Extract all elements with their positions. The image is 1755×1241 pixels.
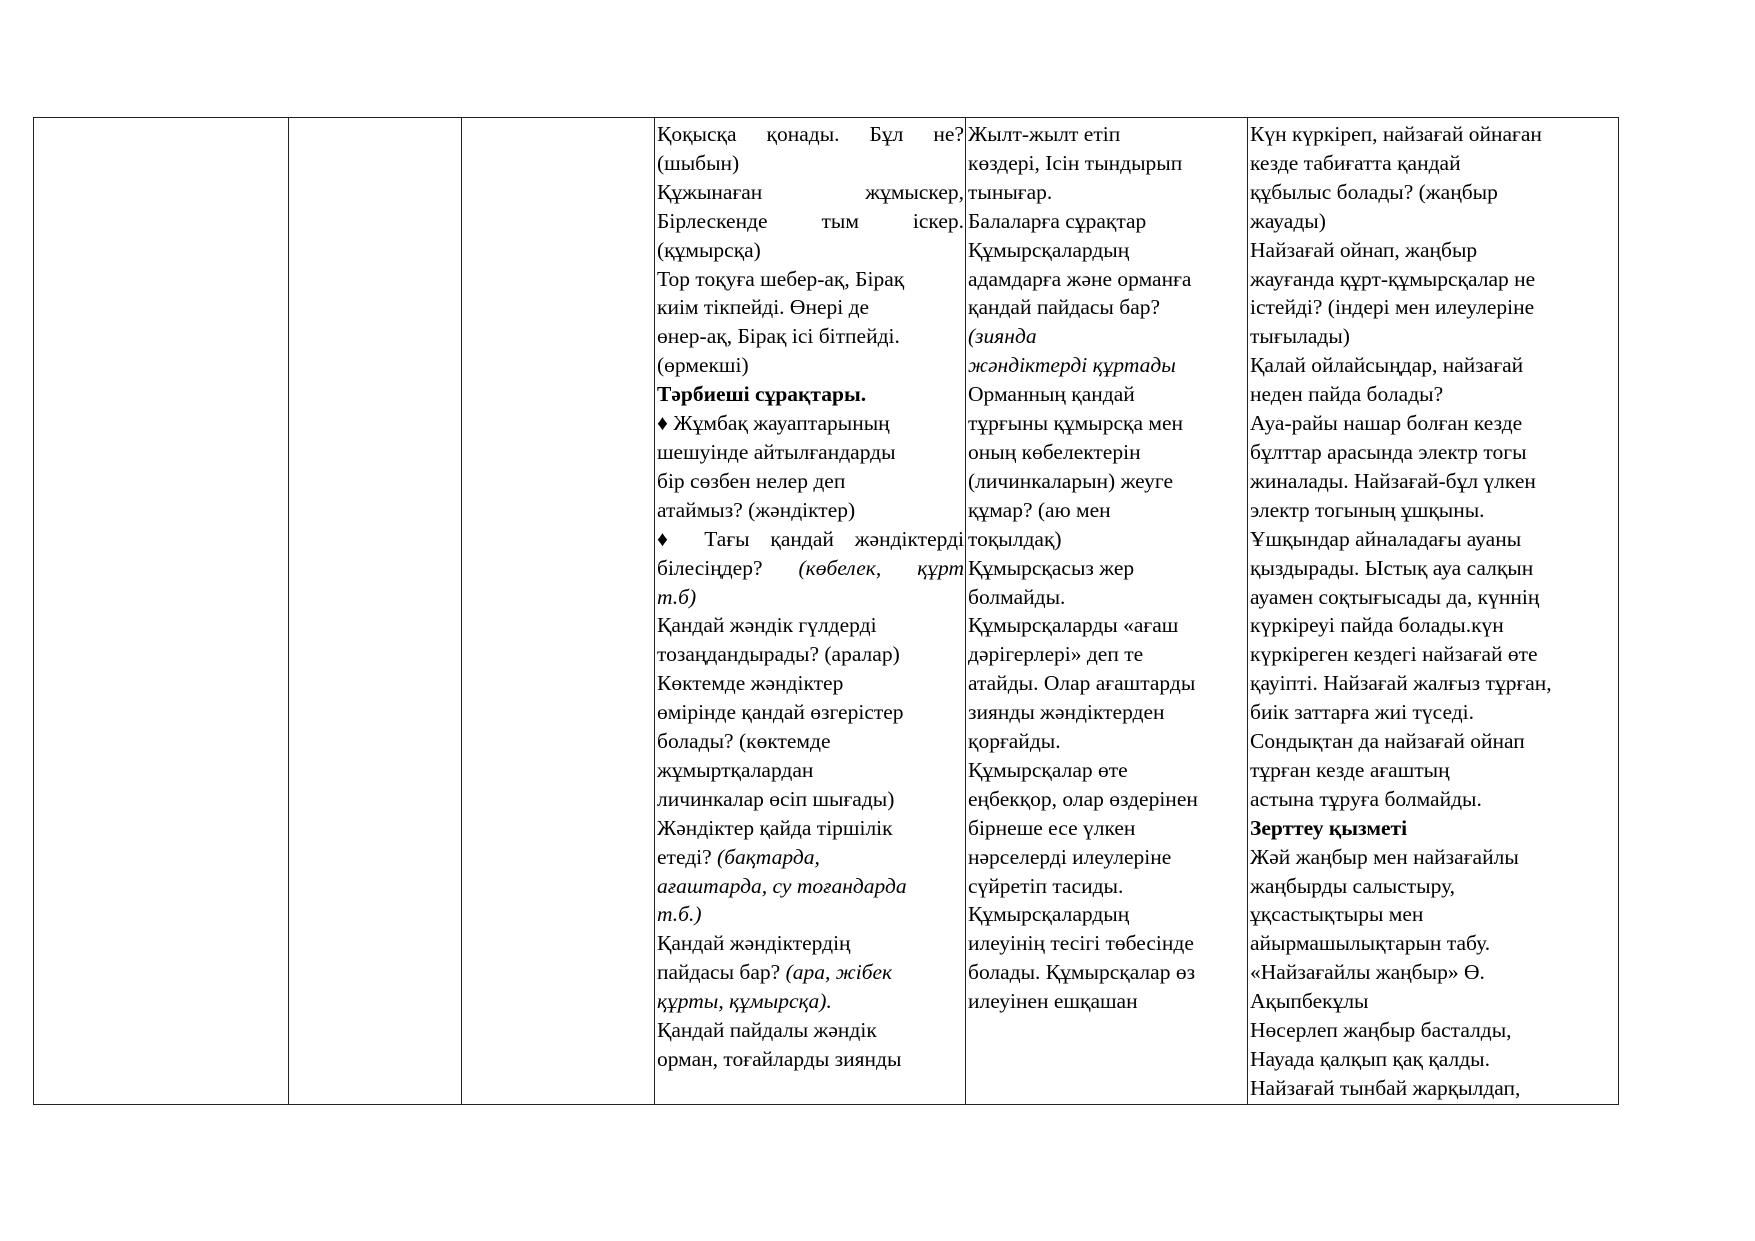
text-line-content: Құмырсқаларды «ағаш <box>968 613 1179 638</box>
text-line-content: пайдасы бар? <box>657 960 781 985</box>
text-line-content: ♦ Жұмбақ жауаптарының <box>657 411 890 436</box>
text-line-content: киім тікпейді. Өнері де <box>657 295 870 320</box>
text-line-content: болады. Құмырсқалар өз <box>968 960 1196 985</box>
text-line <box>1250 554 1617 583</box>
text-line-content: т.б) <box>657 584 697 609</box>
text-line-content: бірнеше есе үлкен <box>968 815 1136 840</box>
text-line-content: астына тұруға болмайды. <box>1250 786 1482 811</box>
text-line-content: Найзағай тынбай жарқылдап, <box>1250 1075 1521 1100</box>
text-line-content: Қандай жәндіктердің <box>657 931 851 956</box>
lesson-plan-table <box>33 117 1619 1105</box>
text-line <box>968 929 1246 958</box>
text-line-content: болмайды. <box>968 584 1066 609</box>
text-line <box>657 611 964 640</box>
text-line <box>657 900 964 929</box>
text-line <box>1250 1016 1617 1045</box>
text-line <box>968 554 1246 583</box>
text-line-content: тозаңдандырады? (аралар) <box>657 642 900 667</box>
text-line <box>657 785 964 814</box>
text-line-content: тығылады) <box>1250 324 1350 349</box>
text-line-content: қауіпті. Найзағай жалғыз тұрған, <box>1250 671 1552 696</box>
text-line-content: құмар? (аю мен <box>968 497 1111 522</box>
text-line-content: Құмырсқасыз жер <box>968 555 1135 580</box>
text-line <box>1250 640 1617 669</box>
thunderstorm-cell <box>1248 118 1619 1105</box>
text-line <box>657 756 964 785</box>
text-line-content: жиналады. Найзағай-бұл үлкен <box>1250 468 1536 493</box>
ants-discussion-text <box>966 118 1247 1102</box>
text-line-content: Ұшқындар айналадағы ауаны <box>1250 526 1522 551</box>
text-line-content: Құмырсқалардың <box>968 237 1130 262</box>
text-line-content: атайды. Олар ағаштарды <box>968 671 1196 696</box>
text-line-content: Ақыпбекұлы <box>1250 989 1369 1014</box>
text-line-content: күркіреуі пайда болады.күн <box>1250 613 1504 638</box>
text-line <box>968 409 1246 438</box>
text-line <box>1250 120 1617 149</box>
text-line <box>968 669 1246 698</box>
text-line-content: зиянды жәндіктерден <box>968 700 1165 725</box>
text-line-content: тоқылдақ) <box>968 526 1062 551</box>
text-line <box>968 583 1246 612</box>
text-line <box>968 265 1246 294</box>
text-line-content: Құжынаған жұмыскер, <box>657 179 964 204</box>
text-line-content: өнер-ақ, Бірақ ісі бітпейді. <box>657 324 900 349</box>
text-line <box>657 727 964 756</box>
text-line-content: Науада қалқып қақ қалды. <box>1250 1047 1490 1071</box>
text-line-content: тұрған кезде ағаштың <box>1250 757 1450 782</box>
text-line-content: жәндіктерді құртады <box>968 353 1176 378</box>
text-line-content: (құмырсқа) <box>657 237 761 262</box>
text-line <box>1250 843 1617 872</box>
text-line-content: қыздырады. Ыстық ауа салқын <box>1250 555 1534 580</box>
text-line <box>1250 409 1617 438</box>
text-line <box>968 322 1246 351</box>
text-line-content: т.б.) <box>657 902 702 927</box>
table-row <box>34 118 1619 1105</box>
text-line <box>968 727 1246 756</box>
text-line-content: өмірінде қандай өзгерістер <box>657 700 904 725</box>
thunderstorm-text <box>1248 118 1618 1102</box>
text-line-content: Құмырсқалардың <box>968 902 1130 927</box>
riddles-questions-text <box>655 118 965 1102</box>
text-line-content: тынығар. <box>968 179 1053 204</box>
text-line <box>1250 669 1617 698</box>
text-line-content: биік заттарға жиі түседі. <box>1250 700 1475 725</box>
text-line-content: орман, тоғайларды зиянды <box>657 1047 902 1071</box>
text-line-content: личинкалар өсіп шығады) <box>657 786 895 811</box>
text-line-content: Орманның қандай <box>968 382 1135 407</box>
text-line <box>657 987 964 1016</box>
empty-cell-2 <box>289 118 462 1105</box>
text-line <box>968 438 1246 467</box>
text-line <box>657 380 964 409</box>
text-line <box>1250 987 1617 1016</box>
text-line-content: Нөсерлеп жаңбыр басталды, <box>1250 1018 1512 1043</box>
text-line-content: Бірлескенде тым іскер. <box>657 208 964 233</box>
text-line <box>1250 525 1617 554</box>
text-line <box>1250 900 1617 929</box>
text-line <box>968 525 1246 554</box>
empty-cell-1 <box>34 118 289 1105</box>
text-line-content: шешуінде айтылғандарды <box>657 439 896 464</box>
text-line <box>657 583 964 612</box>
text-line-content: Жылт-жылт етіп <box>968 122 1121 146</box>
text-line-content: нәрселерді илеулеріне <box>968 844 1172 869</box>
text-line <box>968 958 1246 987</box>
text-line-content: Қандай пайдалы жәндік <box>657 1018 877 1043</box>
text-line-content: айырмашылықтарын табу. <box>1250 931 1491 956</box>
text-line <box>1250 236 1617 265</box>
text-line-content: Құмырсқалар өте <box>968 757 1128 782</box>
text-line-content: Тор тоқуға шебер-ақ, Бірақ <box>657 266 905 291</box>
text-line <box>968 293 1246 322</box>
text-line <box>1250 438 1617 467</box>
text-line-italic-part: (ара, жібек <box>780 960 893 985</box>
text-line <box>657 438 964 467</box>
text-line <box>1250 814 1617 843</box>
text-line-content: тұрғыны құмырсқа мен <box>968 411 1184 436</box>
text-line <box>968 120 1246 149</box>
text-line-content: қандай пайдасы бар? <box>968 295 1161 320</box>
text-line <box>657 1045 964 1074</box>
text-line <box>968 380 1246 409</box>
text-line-content: қорғайды. <box>968 729 1061 754</box>
text-line-content: (зиянда <box>968 324 1037 349</box>
text-line <box>1250 611 1617 640</box>
text-line <box>657 149 964 178</box>
text-line-content: (шыбын) <box>657 150 740 175</box>
text-line-content: электр тогының ұшқыны. <box>1250 497 1485 522</box>
text-line-content: неден пайда болады? <box>1250 382 1444 407</box>
text-line <box>657 1016 964 1045</box>
text-line <box>968 467 1246 496</box>
text-line-content: Күн күркіреп, найзағай ойнаған <box>1250 122 1542 146</box>
text-line <box>968 496 1246 525</box>
text-line <box>1250 265 1617 294</box>
text-line <box>657 467 964 496</box>
text-line-content: Көктемде жәндіктер <box>657 671 844 696</box>
text-line <box>657 293 964 322</box>
ants-discussion-cell <box>966 118 1248 1105</box>
text-line <box>657 525 964 554</box>
text-line <box>657 322 964 351</box>
text-line-content: күркіреген кездегі найзағай өте <box>1250 642 1538 667</box>
text-line <box>968 611 1246 640</box>
text-line-content: көздері, Ісін тындырып <box>968 150 1183 175</box>
text-line-content: жұмыртқалардан <box>657 757 814 782</box>
text-line <box>657 669 964 698</box>
text-line <box>657 554 964 583</box>
text-line-content: еңбекқор, олар өздерінен <box>968 786 1198 811</box>
text-line <box>657 496 964 525</box>
text-line-content: жауады) <box>1250 208 1326 233</box>
text-line <box>1250 785 1617 814</box>
text-line <box>968 207 1246 236</box>
text-line <box>968 640 1246 669</box>
text-line-content: адамдарға және орманға <box>968 266 1192 291</box>
text-line-italic-part: (бақтарда, <box>711 844 820 869</box>
text-line-content: Зерттеу қызметі <box>1250 815 1408 840</box>
text-line <box>657 640 964 669</box>
text-line <box>968 872 1246 901</box>
text-line-content: ♦ Тағы қандай жәндіктерді <box>657 526 964 551</box>
text-line <box>1250 583 1617 612</box>
text-line-content: атаймыз? (жәндіктер) <box>657 497 856 522</box>
text-line <box>1250 351 1617 380</box>
text-line <box>968 236 1246 265</box>
text-line <box>657 872 964 901</box>
text-line <box>1250 727 1617 756</box>
text-line <box>657 698 964 727</box>
text-line-content: етеді? <box>657 844 712 869</box>
text-line <box>968 900 1246 929</box>
text-line <box>968 814 1246 843</box>
text-line <box>657 236 964 265</box>
text-line-content: Жәй жаңбыр мен найзағайлы <box>1250 844 1519 869</box>
text-line <box>968 178 1246 207</box>
text-line <box>968 785 1246 814</box>
text-line <box>657 207 964 236</box>
text-line <box>657 265 964 294</box>
text-line-content: жауғанда құрт-құмырсқалар не <box>1250 266 1536 291</box>
text-line <box>968 698 1246 727</box>
text-line <box>1250 380 1617 409</box>
text-line-content: (личинкаларын) жеуге <box>968 468 1173 493</box>
riddles-questions-cell <box>655 118 966 1105</box>
text-line-content: ағаштарда, су тоғандарда <box>657 873 907 898</box>
text-line-content: Қандай жәндік гүлдерді <box>657 613 877 638</box>
text-line <box>657 814 964 843</box>
text-line <box>657 843 964 872</box>
text-line <box>1250 872 1617 901</box>
text-line <box>968 149 1246 178</box>
text-line-content: Сондықтан да найзағай ойнап <box>1250 729 1525 754</box>
text-line-content: ауамен соқтығысады да, күннің <box>1250 584 1540 609</box>
text-line <box>1250 322 1617 351</box>
text-line-content: «Найзағайлы жаңбыр» Ө. <box>1250 960 1485 985</box>
text-line-content: Ауа-райы нашар болған кезде <box>1250 411 1523 436</box>
text-line <box>657 409 964 438</box>
text-line-content: Найзағай ойнап, жаңбыр <box>1250 237 1478 262</box>
text-line-content: істейді? (індері мен илеулеріне <box>1250 295 1535 320</box>
text-line-content: құрты, құмырсқа). <box>657 989 832 1014</box>
text-line <box>968 843 1246 872</box>
text-line <box>968 987 1246 1016</box>
text-line-content: Жәндіктер қайда тіршілік <box>657 815 893 840</box>
text-line <box>968 351 1246 380</box>
text-line-content: білесіңдер? <box>657 555 763 580</box>
text-line <box>1250 178 1617 207</box>
text-line <box>657 120 964 149</box>
text-line <box>657 958 964 987</box>
text-line <box>1250 929 1617 958</box>
text-line-italic-part: (көбелек, құрт <box>762 555 964 580</box>
text-line-content: илеуінің тесігі төбесінде <box>968 931 1194 956</box>
empty-cell-3 <box>462 118 655 1105</box>
text-line-content: сүйретіп тасиды. <box>968 873 1124 898</box>
text-line <box>1250 293 1617 322</box>
text-line <box>968 756 1246 785</box>
text-line-content: болады? (көктемде <box>657 729 831 754</box>
text-line-content: (өрмекші) <box>657 353 749 378</box>
text-line <box>657 929 964 958</box>
text-line-content: құбылыс болады? (жаңбыр <box>1250 179 1498 204</box>
text-line <box>1250 496 1617 525</box>
text-line <box>1250 207 1617 236</box>
text-line <box>1250 698 1617 727</box>
text-line <box>1250 467 1617 496</box>
text-line-content: кезде табиғатта қандай <box>1250 150 1461 175</box>
text-line-content: Балаларға сұрақтар <box>968 208 1147 233</box>
text-line-content: дәрігерлері» деп те <box>968 642 1144 667</box>
text-line-content: Тәрбиеші сұрақтары. <box>657 382 867 407</box>
text-line-content: бұлттар арасында электр тогы <box>1250 439 1527 464</box>
text-line-content: бір сөзбен нелер деп <box>657 468 846 493</box>
text-line-content: оның көбелектерін <box>968 439 1141 464</box>
text-line <box>1250 149 1617 178</box>
text-line <box>1250 756 1617 785</box>
text-line <box>657 351 964 380</box>
text-line-content: илеуінен ешқашан <box>968 989 1138 1014</box>
text-line <box>1250 1045 1617 1074</box>
text-line <box>657 178 964 207</box>
text-line <box>1250 1074 1617 1102</box>
text-line-content: жаңбырды салыстыру, <box>1250 873 1456 898</box>
text-line-content: ұқсастықтыры мен <box>1250 902 1424 927</box>
text-line-content: Қоқысқа қонады. Бұл не? <box>657 122 964 146</box>
text-line-content: Қалай ойлайсыңдар, найзағай <box>1250 353 1524 378</box>
text-line <box>1250 958 1617 987</box>
